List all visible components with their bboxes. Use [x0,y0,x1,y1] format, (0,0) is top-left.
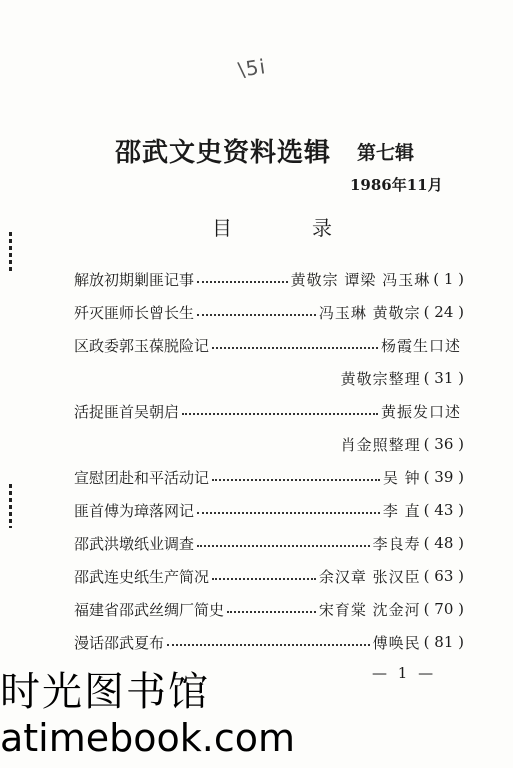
toc-entry-page: ( 24 ) [423,303,464,321]
toc-entry [74,627,464,657]
toc-leader-dots [197,314,316,316]
binding-mark [9,484,12,528]
toc-leader-dots [212,578,316,580]
toc-entry [74,396,464,426]
handwritten-mark: \5i [236,54,268,82]
watermark-text: 时光图书馆 [0,669,210,715]
binding-mark [9,232,12,272]
toc-leader-dots [197,281,288,283]
toc-entry [74,462,464,492]
toc-entry [74,297,464,327]
toc-entry-page: ( 48 ) [423,534,464,552]
toc-leader-dots [212,479,380,481]
toc-entry-author: 冯玉琳 黄敬宗 [318,303,421,322]
toc-entry-title: 福建省邵武丝绸厂简史 [74,600,225,619]
toc-entry [74,528,464,558]
toc-entry-title: 歼灭匪师长曾长生 [74,303,195,322]
volume-label: 第七辑 [357,142,415,164]
toc-entry-title: 漫话邵武夏布 [74,633,165,652]
toc-entry-title: 活捉匪首吴朝启 [74,402,180,421]
toc-entry-author: 傅唤民 [372,633,421,652]
toc-entry-author: 宋育棠 沈金河 [318,600,421,619]
toc-entry-page: ( 39 ) [423,468,464,486]
toc-entry-page: ( 31 ) [423,369,464,387]
toc-heading-char: 目 [212,216,232,240]
toc-entry-page: ( 70 ) [423,600,464,618]
toc-entry-author: 杨霞生口述 [380,336,461,355]
toc-entry-author: 余汉章 张汉臣 [318,567,421,586]
toc-heading [212,212,332,241]
toc-heading-char: 录 [312,216,332,240]
toc-entry-author: 黄敬宗整理 [340,369,421,388]
toc-entry-title: 邵武洪墩纸业调查 [74,534,195,553]
toc-entry [74,264,464,294]
toc-entry-title: 匪首傅为璋落网记 [74,501,195,520]
toc-leader-dots [167,644,370,646]
toc-entry-title: 区政委郭玉葆脱险记 [74,336,210,355]
watermark-url: atimebook.com [0,716,296,760]
book-title: 邵武文史资料选辑 [115,138,332,168]
toc-entry-title: 宣慰团赴和平活动记 [74,468,210,487]
toc-entry-page: ( 81 ) [423,633,464,651]
page-number: — 1 — [372,664,437,682]
publication-date: 1986年11月 [350,176,443,194]
toc-entry [74,561,464,591]
toc-entry-title: 解放初期剿匪记事 [74,270,195,289]
toc-leader-dots [197,545,370,547]
toc-leader-dots [227,611,316,613]
toc-entry-author: 吴 钟 [382,468,421,487]
toc-leader-dots [182,413,378,415]
toc-entry-page: ( 1 ) [433,270,464,288]
toc-leader-dots [212,347,378,349]
toc-entry-author: 李良寿 [372,534,421,553]
toc-entry [74,330,464,360]
toc-entry-continuation [74,429,464,459]
toc-entry-page: ( 63 ) [423,567,464,585]
toc-entry-author: 黄敬宗 谭梁 冯玉琳 [290,270,431,289]
toc-entry-author: 黄振发口述 [380,402,461,421]
toc-entry-page: ( 43 ) [423,501,464,519]
toc-entry [74,495,464,525]
toc-entry-title: 邵武连史纸生产简况 [74,567,210,586]
toc-entry [74,594,464,624]
toc-entry-continuation [74,363,464,393]
toc-entry-author: 李 直 [382,501,421,520]
toc-entry-author: 肖金照整理 [340,435,421,454]
toc-leader-dots [197,512,380,514]
toc-entry-page: ( 36 ) [423,435,464,453]
